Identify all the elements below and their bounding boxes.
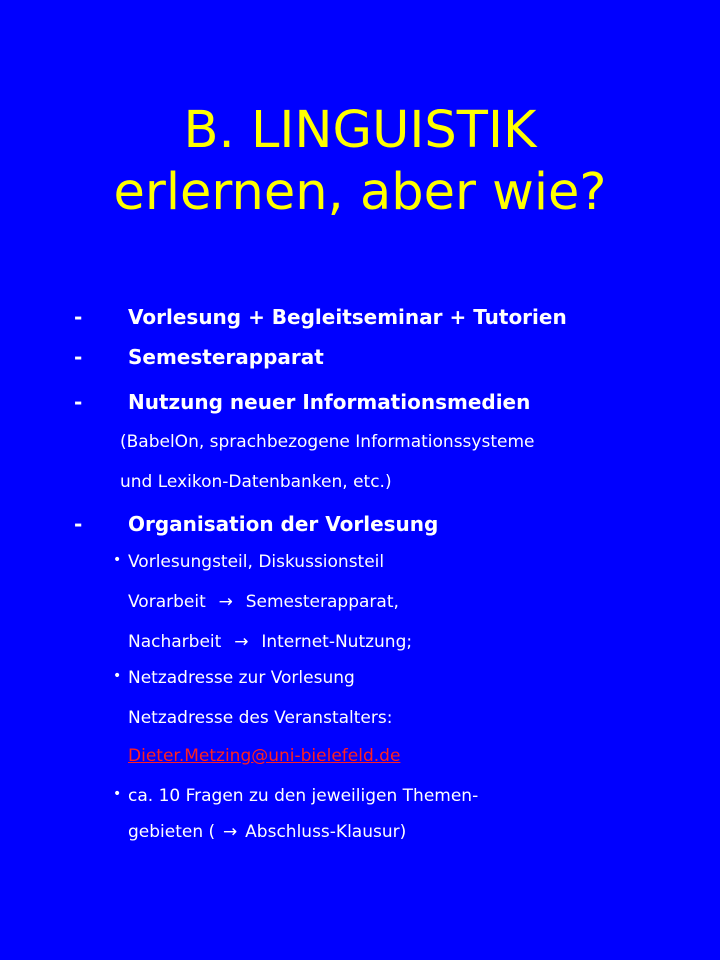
dash-marker: -: [74, 390, 83, 414]
klausur-target: Abschluss-Klausur): [245, 822, 407, 842]
nacharbeit-target: Internet-Nutzung;: [261, 632, 413, 652]
dash-marker: -: [74, 305, 83, 329]
title-line-2: erlernen, aber wie?: [113, 163, 607, 222]
dash-marker: -: [74, 512, 83, 536]
bullet-marker: •: [113, 668, 122, 684]
title-line-1: B. LINGUISTIK: [183, 101, 537, 160]
arrow-right-icon: →: [234, 632, 249, 652]
vorarbeit-line: [128, 592, 399, 612]
informationsmedien-note-2: und Lexikon-Datenbanken, etc.): [120, 472, 392, 492]
list-item-text: Organisation der Vorlesung: [128, 512, 439, 536]
arrow-right-icon: →: [223, 822, 238, 842]
list-item-text: Vorlesung + Begleitseminar + Tutorien: [128, 305, 567, 329]
bullet-marker: •: [113, 786, 122, 802]
nacharbeit-line: [128, 632, 412, 652]
list-item-text: Nutzung neuer Informationsmedien: [128, 390, 531, 414]
slide-title: [0, 100, 720, 224]
vorarbeit-target: Semesterapparat,: [245, 592, 399, 612]
vorarbeit-label: Vorarbeit: [128, 592, 206, 612]
bullet-text: ca. 10 Fragen zu den jeweiligen Themen-: [128, 786, 479, 806]
list-item-text: Semesterapparat: [128, 345, 324, 369]
bullet-text: Vorlesungsteil, Diskussionsteil: [128, 552, 385, 572]
nacharbeit-label: Nacharbeit: [128, 632, 222, 652]
veranstalter-label: Netzadresse des Veranstalters:: [128, 708, 393, 728]
bullet-marker: •: [113, 552, 122, 568]
bullet-text: Netzadresse zur Vorlesung: [128, 668, 355, 688]
arrow-right-icon: →: [218, 592, 233, 612]
email-link[interactable]: Dieter.Metzing@uni-bielefeld.de: [128, 746, 401, 766]
informationsmedien-note-1: (BabelOn, sprachbezogene Informationssysteme: [120, 432, 535, 452]
klausur-line: [128, 822, 406, 842]
gebieten-label: gebieten (: [128, 822, 216, 842]
dash-marker: -: [74, 345, 83, 369]
